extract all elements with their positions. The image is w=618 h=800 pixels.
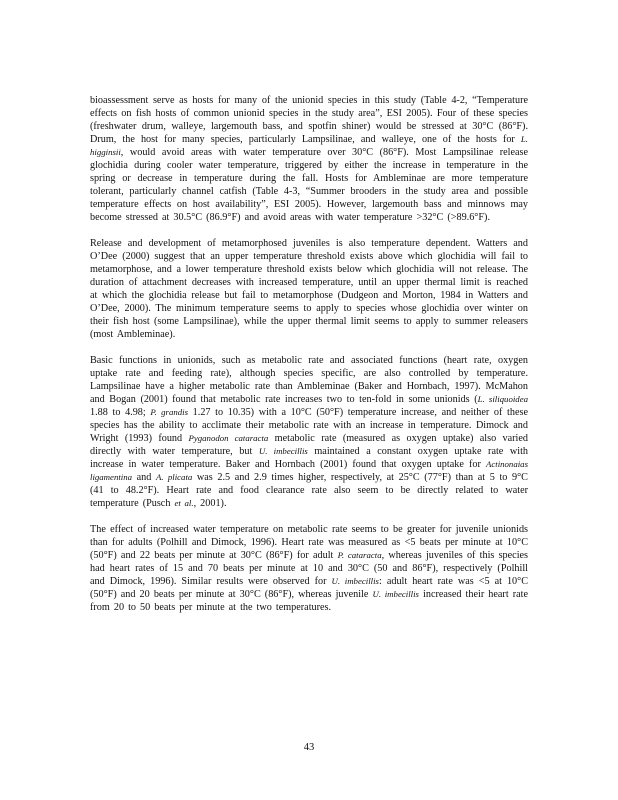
text-run: , 2001). — [193, 498, 227, 509]
paragraph — [90, 354, 528, 510]
paragraph — [90, 523, 528, 614]
italic-text: L. siliquoidea — [477, 394, 529, 404]
paragraph — [90, 94, 528, 224]
italic-text: et al. — [174, 498, 194, 508]
italic-text: L. higginsii — [90, 134, 528, 157]
italic-text: P. cataracta — [337, 550, 382, 560]
text-run: Basic functions in unionids, such as metabolic rate and associated functions (heart rate, oxygen uptake rate and feeding rate), although species specific, are also controlled by temperature. Lampsilinae have a higher metabolic rate than Ambleminae (Baker and Hornbach, 1997). McMahon and Bogan (2001) found that metabolic rate increases two to ten-fold in some unionids ( — [90, 355, 528, 405]
text-run: , would avoid areas with water temperature over 30°C (86°F). Most Lampsilinae release glochidia during cooler water temperature, triggered by either the increase in temperature in the spring or decrease in temperature during the fall. Hosts for Ambleminae are more temperature tolerant, particularly channel catfish (Table 4-3, “Summer brooders in the study area and possible temperature effects on host availability”, ESI 2005). However, largemouth bass and minnows may become stressed at 30.5°C (86.9°F) and avoid areas with water temperature >32°C (>89.6°F). — [90, 147, 528, 223]
text-run: 1.88 to 4.98; — [90, 407, 151, 418]
text-run: 1.27 to 10.35) with a 10°C (50°F) temperature increase, and neither of these species has the ability to acclimate their metabolic rate with an increase in temperature. Dimock and Wright (1993) found — [90, 407, 528, 444]
italic-text: U. imbecillis — [372, 589, 419, 599]
italic-text: P. grandis — [150, 407, 189, 417]
paragraph — [90, 237, 528, 341]
italic-text: Actinonaias ligamentina — [90, 459, 528, 482]
text-run: increased their heart rate from 20 to 50 beats per minute at the two temperatures. — [90, 589, 528, 613]
document-page — [90, 94, 528, 627]
italic-text: A. plicata — [156, 472, 193, 482]
italic-text: U. imbecillis — [331, 576, 379, 586]
text-run: Release and development of metamorphosed juveniles is also temperature dependent. Watters and O’Dee (2000) suggest that an upper temperature threshold exists above which glochidia will fail to metamorphose, and a lower temperature threshold exists below which glochidia will not release. The duration of attachment decreases with increased temperature, until an upper thermal limit is reached at which the glochidia release but fail to metamorphose (Dudgeon and Morton, 1984 in Watters and O’Dee, 2000). The minimum temperature seems to apply to species whose glochidia over winter on their fish host (some Lampsilinae), while the upper thermal limit seems to apply to summer releasers (most Ambleminae). — [90, 238, 528, 340]
text-run: and — [132, 472, 156, 483]
text-run: metabolic rate (measured as oxygen uptake) also varied directly with water temperature, but — [90, 433, 528, 457]
text-run: The effect of increased water temperature on metabolic rate seems to be greater for juvenile unionids than for adults (Polhill and Dimock, 1996). Heart rate was measured as <5 beats per minute at 10°C (50°F) and 22 beats per minute at 30°C (86°F) for adult — [90, 524, 528, 561]
page-number: 43 — [303, 742, 315, 753]
text-run: bioassessment serve as hosts for many of the unionid species in this study (Table 4-2, “Temperature effects on fish hosts of common unionid species in the study area”, ESI 2005). Four of these species (freshwater drum, walleye, largemouth bass, and spotfin shiner) would be stressed at 30°C (86°F). Drum, the host for many species, particularly Lampsilinae, and walleye, one of the hosts for — [90, 95, 528, 145]
text-run: , whereas juveniles of this species had heart rates of 15 and 70 beats per minute at 10 and 30°C (50 and 86°F), respectively (Polhill and Dimock, 1996). Similar results were observed for — [90, 550, 529, 587]
text-run: was 2.5 and 2.9 times higher, respectively, at 25°C (77°F) than at 5 to 9°C (41 to 48.2°F). Heart rate and food clearance rate also seem to be directly related to water temperature (Pusch — [90, 472, 528, 509]
text-run: : adult heart rate was <5 at 10°C (50°F) and 20 beats per minute at 30°C (86°F), whereas juvenile — [90, 576, 528, 600]
italic-text: U. imbecillis — [258, 446, 308, 456]
text-run: maintained a constant oxygen uptake rate with increase in water temperature. Baker and Hornbach (2001) found that oxygen uptake for — [90, 446, 528, 470]
italic-text: Pyganodon cataracta — [188, 433, 269, 443]
